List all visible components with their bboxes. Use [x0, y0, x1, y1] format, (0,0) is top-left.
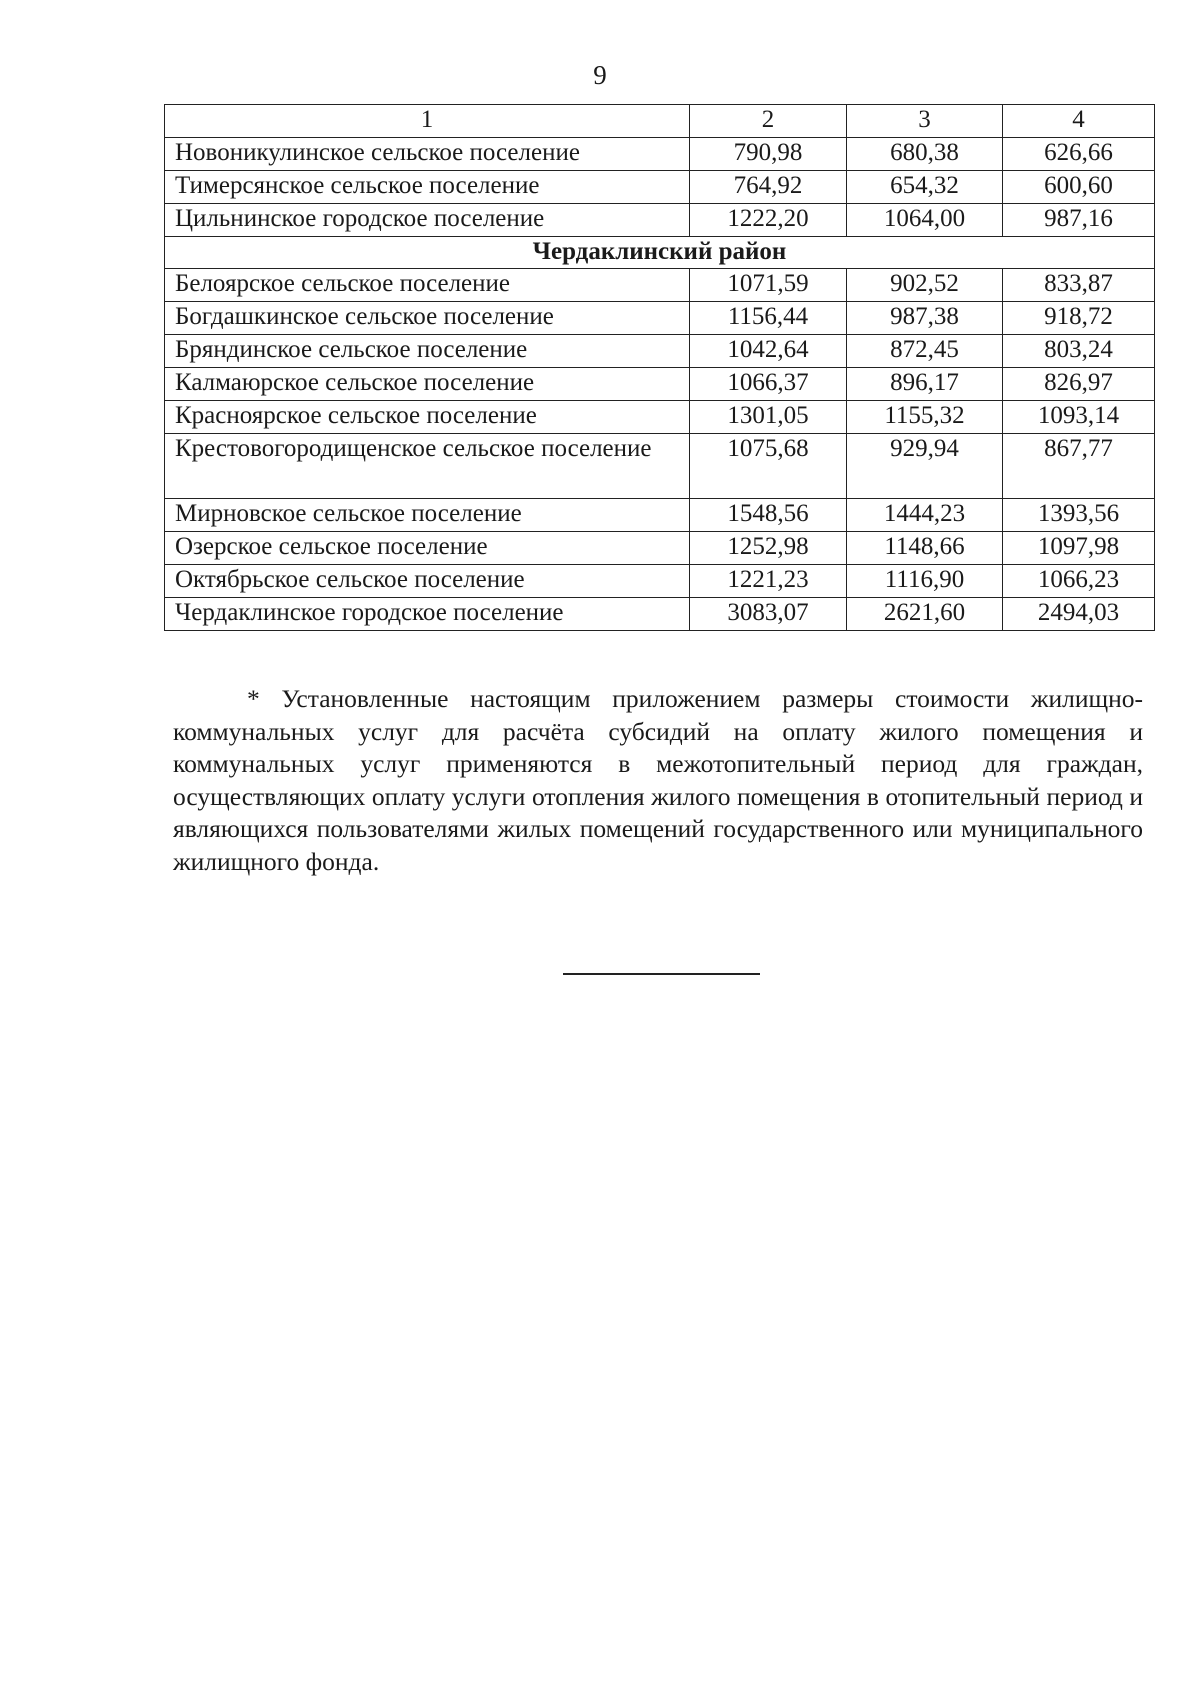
table-row [165, 368, 1155, 401]
settlement-name-cell: Красноярское сельское поселение [165, 401, 690, 434]
settlement-name-cell: Озерское сельское поселение [165, 532, 690, 565]
footnote-text: * Установленные настоящим приложением размеры стоимости жилищно-коммунальных услуг для расчёта субсидий на оплату жилого помещения и коммунальных услуг применяются в межотопительный период для граждан, осуществляющих оплату услуги отопления жилого помещения в отопительный период и являющихся пользователями жилых помещений государственного или муниципального жилищного фонда. [173, 684, 1143, 876]
value-cell-col3: 654,32 [847, 171, 1003, 204]
settlement-name-cell: Цильнинское городское поселение [165, 204, 690, 237]
value-cell-col2: 1221,23 [690, 565, 847, 598]
value-cell-col4: 833,87 [1003, 269, 1155, 302]
end-divider [563, 973, 760, 975]
value-cell-col2: 1066,37 [690, 368, 847, 401]
value-cell-col4: 626,66 [1003, 138, 1155, 171]
value-cell-col4: 803,24 [1003, 335, 1155, 368]
column-header: 2 [690, 105, 847, 138]
value-cell-col2: 1301,05 [690, 401, 847, 434]
table-row [165, 204, 1155, 237]
settlement-name-cell: Тимерсянское сельское поселение [165, 171, 690, 204]
value-cell-col4: 987,16 [1003, 204, 1155, 237]
value-cell-col4: 1066,23 [1003, 565, 1155, 598]
district-section-row [165, 237, 1155, 269]
value-cell-col3: 1444,23 [847, 499, 1003, 532]
settlement-cost-table [164, 104, 1155, 631]
value-cell-col4: 2494,03 [1003, 598, 1155, 631]
value-cell-col2: 1071,59 [690, 269, 847, 302]
value-cell-col3: 680,38 [847, 138, 1003, 171]
value-cell-col4: 600,60 [1003, 171, 1155, 204]
table-row [165, 335, 1155, 368]
settlement-name-cell: Мирновское сельское поселение [165, 499, 690, 532]
table-row [165, 499, 1155, 532]
settlement-name-cell: Новоникулинское сельское поселение [165, 138, 690, 171]
value-cell-col4: 1097,98 [1003, 532, 1155, 565]
value-cell-col2: 1156,44 [690, 302, 847, 335]
column-header: 4 [1003, 105, 1155, 138]
column-header: 3 [847, 105, 1003, 138]
value-cell-col3: 1064,00 [847, 204, 1003, 237]
table-row [165, 434, 1155, 499]
table-row [165, 138, 1155, 171]
value-cell-col3: 929,94 [847, 434, 1003, 499]
value-cell-col2: 790,98 [690, 138, 847, 171]
value-cell-col3: 896,17 [847, 368, 1003, 401]
settlement-name-cell: Белоярское сельское поселение [165, 269, 690, 302]
value-cell-col2: 1548,56 [690, 499, 847, 532]
table-row [165, 302, 1155, 335]
value-cell-col4: 867,77 [1003, 434, 1155, 499]
table-header-row [165, 105, 1155, 138]
table-row [165, 598, 1155, 631]
district-title: Чердаклинский район [165, 237, 1155, 269]
table-row [165, 532, 1155, 565]
page-number: 9 [593, 60, 607, 90]
value-cell-col2: 1252,98 [690, 532, 847, 565]
value-cell-col4: 1393,56 [1003, 499, 1155, 532]
value-cell-col2: 1075,68 [690, 434, 847, 499]
value-cell-col3: 2621,60 [847, 598, 1003, 631]
value-cell-col3: 1155,32 [847, 401, 1003, 434]
value-cell-col3: 872,45 [847, 335, 1003, 368]
value-cell-col4: 826,97 [1003, 368, 1155, 401]
settlement-name-cell: Октябрьское сельское поселение [165, 565, 690, 598]
settlement-name-cell: Чердаклинское городское поселение [165, 598, 690, 631]
column-header: 1 [165, 105, 690, 138]
value-cell-col2: 3083,07 [690, 598, 847, 631]
table-row [165, 401, 1155, 434]
value-cell-col3: 987,38 [847, 302, 1003, 335]
table-row [165, 565, 1155, 598]
settlement-name-cell: Крестовогородищенское сельское поселение [165, 434, 690, 499]
value-cell-col4: 1093,14 [1003, 401, 1155, 434]
value-cell-col2: 764,92 [690, 171, 847, 204]
value-cell-col3: 902,52 [847, 269, 1003, 302]
value-cell-col3: 1116,90 [847, 565, 1003, 598]
value-cell-col3: 1148,66 [847, 532, 1003, 565]
value-cell-col2: 1042,64 [690, 335, 847, 368]
value-cell-col2: 1222,20 [690, 204, 847, 237]
settlement-name-cell: Калмаюрское сельское поселение [165, 368, 690, 401]
settlement-name-cell: Богдашкинское сельское поселение [165, 302, 690, 335]
table-row [165, 269, 1155, 302]
settlement-name-cell: Бряндинское сельское поселение [165, 335, 690, 368]
value-cell-col4: 918,72 [1003, 302, 1155, 335]
table-row [165, 171, 1155, 204]
